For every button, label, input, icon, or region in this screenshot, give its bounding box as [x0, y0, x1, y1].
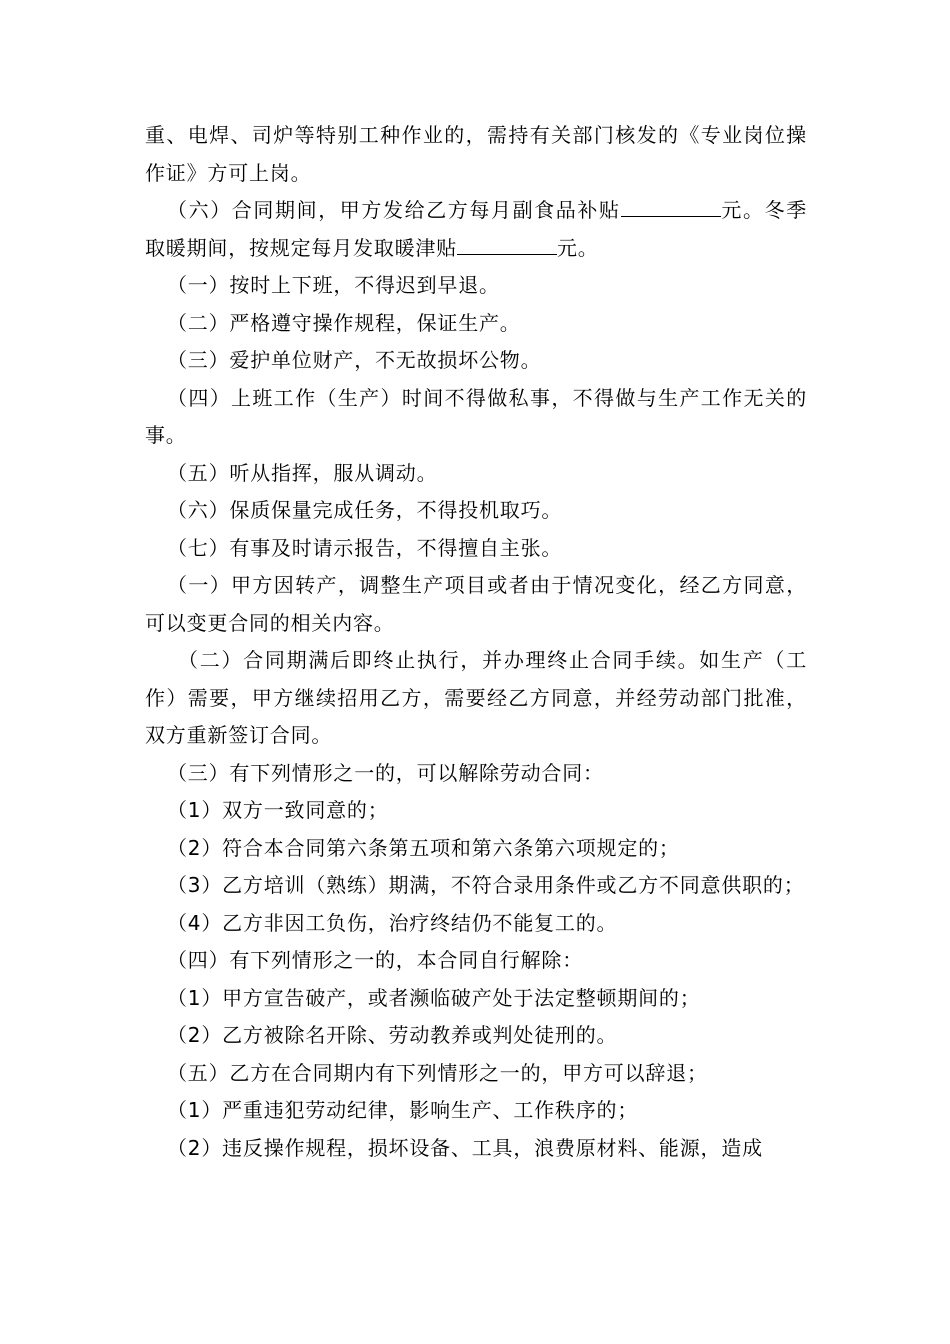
dismissal-case-1: （1）严重违犯劳动纪律，影响生产、工作秩序的；: [167, 1098, 639, 1122]
duty-item-4: （四）上班工作（生产）时间不得做私事，不得做与生产工作无关的事。: [145, 385, 807, 447]
paragraph-food-subsidy: [145, 192, 807, 267]
termination-case-4: （4）乙方非因工负伤，治疗终结仍不能复工的。: [167, 910, 618, 935]
termination-case-2: （2）符合本合同第六条第五项和第六条第六项规定的；: [167, 835, 680, 860]
duty-item-2: （二）严格遵守操作规程，保证生产。: [167, 310, 521, 335]
contract-change-item-2: （二）合同期满后即终止执行，并办理终止合同手续。如生产（工作）需要，甲方继续招用乙方，需要经乙方同意，并经劳动部门批准，双方重新签订合同。: [145, 648, 807, 747]
document-page: [145, 117, 807, 1167]
heating-allowance-blank[interactable]: [457, 236, 557, 255]
auto-termination-case-2: （2）乙方被除名开除、劳动教养或判处徒刑的。: [167, 1023, 618, 1047]
heating-text: 元。冬季取暖期间，按规定每月发取暖津贴: [145, 198, 807, 260]
food-subsidy-blank[interactable]: [621, 198, 721, 217]
contract-change-item-5: （五）乙方在合同期内有下列情形之一的，甲方可以辞退；: [167, 1060, 708, 1085]
duty-item-1: （一）按时上下班，不得迟到早退。: [167, 273, 500, 297]
yuan-text: 元。: [557, 235, 599, 260]
duty-item-6: （六）保质保量完成任务，不得投机取巧。: [167, 498, 563, 522]
termination-case-1: （1）双方一致同意的；: [167, 798, 389, 822]
duty-item-7: （七）有事及时请示报告，不得擅自主张。: [167, 535, 563, 560]
termination-case-3: （3）乙方培训（熟练）期满，不符合录用条件或乙方不同意供职的；: [167, 873, 805, 897]
contract-change-item-1: （一）甲方因转产，调整生产项目或者由于情况变化，经乙方同意，可以变更合同的相关内容。: [145, 573, 807, 635]
auto-termination-case-1: （1）甲方宣告破产，或者濒临破产处于法定整顿期间的；: [167, 985, 701, 1010]
paragraph-special-work-certificate: 重、电焊、司炉等特别工种作业的，需持有关部门核发的《专业岗位操作证》方可上岗。: [145, 123, 807, 185]
dismissal-case-2: （2）违反操作规程，损坏设备、工具，浪费原材料、能源，造成: [167, 1135, 763, 1160]
contract-change-item-4: （四）有下列情形之一的，本合同自行解除：: [167, 948, 583, 972]
duty-item-5: （五）听从指挥，服从调动。: [167, 460, 438, 485]
contract-change-item-3: （三）有下列情形之一的，可以解除劳动合同：: [167, 760, 604, 785]
duty-item-3: （三）爱护单位财产，不无故损坏公物。: [167, 348, 542, 372]
food-subsidy-text: （六）合同期间，甲方发给乙方每月副食品补贴: [167, 198, 621, 222]
